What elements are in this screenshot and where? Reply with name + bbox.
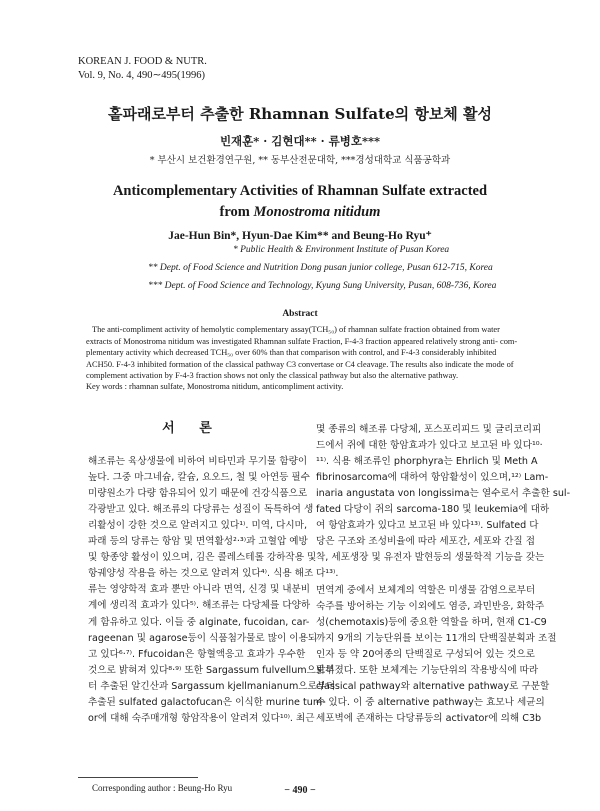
english-title-prefix: from <box>219 204 254 220</box>
english-affiliation-2: ** Dept. of Food Science and Nutrition Dong pusan junior college, Pusan 612-715, Korea <box>148 263 493 273</box>
body-text-line: 고 있다⁶·⁷⁾. Ffucoidan은 항혈액응고 효과가 우수한 <box>88 648 306 660</box>
english-authors: Jae-Hun Bin*, Hyun-Dae Kim** and Beung-Ho Ryu⁺ <box>168 230 432 242</box>
journal-citation <box>78 55 207 83</box>
abstract-body <box>86 324 521 382</box>
page-number: − 490 − <box>284 785 316 796</box>
journal-volume: Vol. 9, No. 4, 490∼495(1996) <box>78 70 206 81</box>
body-text-line: 높다. 그중 마그네슘, 칼슘, 요오드, 철 및 아연등 필수 <box>88 472 310 484</box>
body-text-line: rageenan 및 agarose등이 식품첨가물로 많이 이용되 <box>88 632 318 644</box>
english-title <box>0 181 600 223</box>
section-heading-introduction: 서 론 <box>162 421 222 436</box>
english-affiliation-1: * Public Health & Environment Institute of Pusan Korea <box>233 245 450 255</box>
body-text-line: 성(chemotaxis)등에 중요한 역할을 하며, 현재 C1-C9 <box>316 616 547 628</box>
body-text-line: classical pathway와 alternative pathway로 구분할 <box>316 680 550 692</box>
body-text-line: 것으로 밝혀져 있다⁸·⁹⁾ 또한 Sargassum fulvellum으로부 <box>88 664 335 676</box>
footnote-rule <box>78 777 198 778</box>
body-text-line: 여 항암효과가 있다고 보고된 바 있다¹³⁾. Sulfated 다 <box>316 520 539 532</box>
body-text-line: 항궤양성 작용을 하는 것으로 알려져 있다⁴⁾. 식용 해조 <box>88 568 314 580</box>
body-text-line: 수 있다. 이 중 alternative pathway는 효모나 세균의 <box>316 696 545 708</box>
body-text-line: 몇 종류의 해조류 다당체, 포스포리피드 및 글리코리피 <box>316 424 542 435</box>
body-text-line: 드에서 쥐에 대한 항암효과가 있다고 보고된 바 있다¹⁰· <box>316 440 543 452</box>
english-title-line2 <box>0 202 600 223</box>
abstract-line: plementary activity which decreased TCH₅₀ over 60% than that comparison with control, and F-4-3 considerably inhibited <box>86 348 497 358</box>
journal-name: KOREAN J. FOOD & NUTR. <box>78 56 207 67</box>
body-text-line: 및 항종양 활성이 있으며, 김은 콜레스테롤 강하작용 및 <box>88 552 317 564</box>
body-text-line: 미량원소가 다량 함유되어 있기 때문에 건강식품으로 <box>88 488 308 500</box>
body-text-line: inaria angustata von longissima는 열수로서 추출한 sul- <box>316 488 571 500</box>
abstract-line: ACH50. F-4-3 inhibited formation of the classical pathway C3 convertase or C4 cleavage. The results also indicate the mode of <box>86 359 514 369</box>
body-text-line: fated 다당이 쥐의 sarcoma-180 및 leukemia에 대하 <box>316 504 550 516</box>
corresponding-author: Corresponding author : Beung-Ho Ryu <box>92 783 233 793</box>
english-title-species: Monostroma nitidum <box>253 204 381 220</box>
body-text-line: 당은 구조와 조성비율에 따라 세포간, 세포와 간질 접 <box>316 536 536 548</box>
body-text-line: 류는 영양학적 효과 뿐만 아니라 면역, 신경 및 내분비 <box>88 584 311 596</box>
body-text-line: ¹¹⁾. 식용 해조류인 phorphyra는 Ehrlich 및 Meth A <box>316 456 538 468</box>
korean-authors: 빈재훈* · 김현대** · 류병호*** <box>219 134 381 148</box>
abstract-line: The anti-compliment activity of hemolytic complementary assay(TCH₅₀) of rhamnan sulfate fraction obtained from water <box>92 325 500 334</box>
english-title-line1: Anticomplementary Activities of Rhamnan Sulfate extracted <box>112 183 488 199</box>
body-text-line: 면역계 중에서 보체계의 역할은 미생물 감염으로부터 <box>316 584 536 596</box>
body-text-line: 터 추출된 알긴산과 Sargassum kjellmanianum으로부터 <box>88 680 336 692</box>
body-text-line: 추출된 sulfated galactofucan은 이식한 murine tum- <box>88 696 326 708</box>
body-text-line: 밝혀졌다. 또한 보체계는 기능단위의 작용방식에 따라 <box>316 664 539 676</box>
korean-title: 홑파래로부터 추출한 Rhamnan Sulfate의 항보체 활성 <box>107 105 493 123</box>
body-text-line: 세포벽에 존재하는 다당류등의 activator에 의해 C3b <box>316 712 542 724</box>
body-text-line: 파래 등의 당류는 항암 및 면역활성²·³⁾과 고혈압 예방 <box>88 536 308 548</box>
abstract-line: extracts of Monostroma nitidum was investigated Rhamnan sulfate Fraction, F-4-3 fraction appeared relatively strong anti- com- <box>86 336 518 346</box>
keywords: Key words : rhamnan sulfate, Monostroma nitidum, anticompliment activity. <box>86 382 344 391</box>
body-text-line: 인자 등 약 20여종의 단백질로 구성되어 있는 것으로 <box>316 648 535 660</box>
body-text-line: 다¹³⁾. <box>316 568 339 580</box>
body-text-line: 리활성이 강한 것으로 알려지고 있다¹⁾. 미역, 다시마, <box>88 520 307 532</box>
abstract-heading: Abstract <box>282 309 318 319</box>
body-text-line: 숙주를 방어하는 기능 이외에도 염증, 과민반응, 화학주 <box>316 600 545 612</box>
body-text-line: 까지 9개의 기능단위를 보이는 11개의 단백질분획과 조절 <box>316 632 557 644</box>
body-text-line: 계에 생리적 효과가 있다⁵⁾. 해조류는 다당체를 다양하 <box>88 600 311 612</box>
english-affiliation-3: *** Dept. of Food Science and Technology, Kyung Sung University, Pusan, 608-736, Korea <box>148 281 497 291</box>
abstract-line: complement activation by F-4-3 fraction shows not only the classical pathway but also the alternative pathway. <box>86 371 459 381</box>
body-text-line: 게 함유하고 있다. 이들 중 alginate, fucoidan, car- <box>88 616 310 628</box>
body-text-line: or에 대해 숙주매개형 항암작용이 알려져 있다¹⁰⁾. 최근 <box>88 712 315 724</box>
korean-affiliation: * 부산시 보건환경연구원, ** 동부산전문대학, ***경성대학교 식품공학과 <box>149 155 451 166</box>
body-text-line: 각광받고 있다. 해조류의 다당류는 성질이 독특하여 생 <box>88 504 314 516</box>
body-text-line: fibrinosarcoma에 대하여 항암활성이 있으며,¹²⁾ Lam- <box>316 472 549 484</box>
body-text-line: 착, 세포생장 및 유전자 발현등의 생물학적 기능을 갖는 <box>316 552 545 564</box>
body-text-line: 해조류는 육상생물에 비하여 비타민과 무기물 함량이 <box>88 456 308 467</box>
